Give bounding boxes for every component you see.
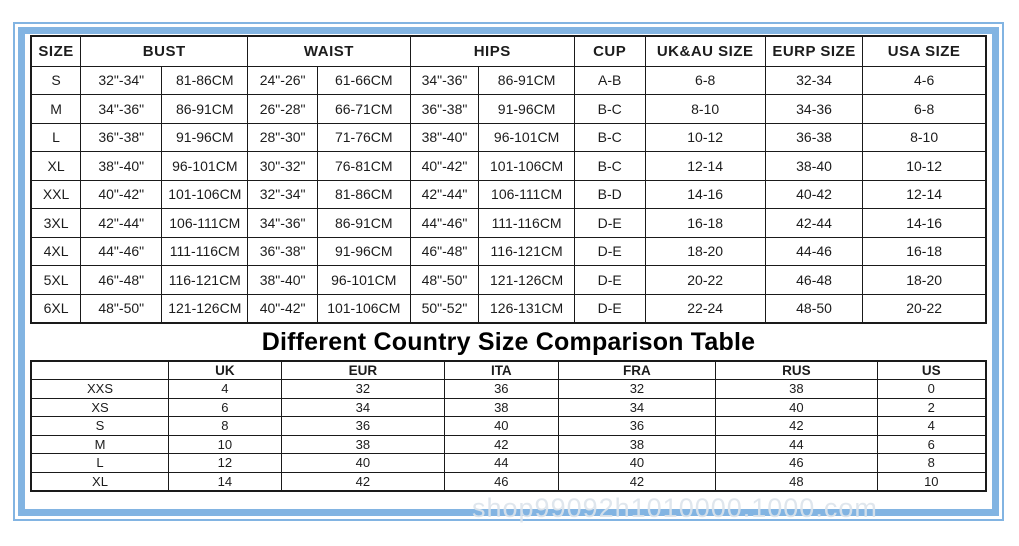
size-chart-value-cell: 42"-44" [410,180,479,209]
size-chart-value-cell: 121-126CM [162,294,248,323]
size-chart-value-cell: 91-96CM [479,95,575,124]
country-header-blank [31,361,169,380]
size-chart-value-cell: 32-34 [765,66,862,95]
size-chart-value-cell: 36-38 [765,123,862,152]
size-chart-value-cell: 6-8 [645,66,765,95]
country-table-header-row [31,361,986,380]
country-table-value-cell: 44 [445,454,559,473]
size-chart-table [30,35,987,324]
size-chart-value-cell: 32"-34" [81,66,162,95]
header-size: SIZE [31,36,81,66]
size-chart-row [31,266,986,295]
size-chart-value-cell: 44-46 [765,237,862,266]
size-chart-label-cell: M [31,95,81,124]
country-table-value-cell: 34 [558,398,716,417]
size-chart-value-cell: 10-12 [645,123,765,152]
size-chart-value-cell: 86-91CM [317,209,410,238]
size-chart-value-cell: D-E [574,266,645,295]
size-chart-value-cell: 38"-40" [410,123,479,152]
country-table-value-cell: 34 [281,398,444,417]
size-chart-value-cell: 10-12 [863,152,986,181]
country-table-value-cell: 8 [877,454,986,473]
size-chart-value-cell: 34"-36" [410,66,479,95]
size-chart-value-cell: 36"-38" [248,237,318,266]
country-table-row [31,380,986,399]
size-chart-value-cell: 14-16 [863,209,986,238]
country-table-value-cell: 42 [716,417,877,436]
size-chart-value-cell: 22-24 [645,294,765,323]
size-chart-value-cell: 40-42 [765,180,862,209]
size-chart-value-cell: 101-106CM [317,294,410,323]
size-chart-value-cell: 44"-46" [81,237,162,266]
country-table-value-cell: 44 [716,435,877,454]
size-chart-value-cell: 101-106CM [162,180,248,209]
country-table-value-cell: 40 [281,454,444,473]
size-chart-row [31,209,986,238]
size-chart-value-cell: 46-48 [765,266,862,295]
country-table-value-cell: 4 [169,380,282,399]
size-chart-value-cell: 34-36 [765,95,862,124]
size-chart-value-cell: 116-121CM [162,266,248,295]
country-header-us: US [877,361,986,380]
size-chart-value-cell: 42"-44" [81,209,162,238]
size-chart-value-cell: 8-10 [863,123,986,152]
blue-frame-outer [13,22,1004,521]
size-chart-value-cell: D-E [574,294,645,323]
country-table-value-cell: 40 [716,398,877,417]
country-table-value-cell: 14 [169,472,282,491]
size-chart-value-cell: B-C [574,123,645,152]
size-chart-value-cell: 36"-38" [410,95,479,124]
size-chart-value-cell: 106-111CM [479,180,575,209]
size-chart-value-cell: 111-116CM [479,209,575,238]
size-chart-value-cell: 44"-46" [410,209,479,238]
size-chart-value-cell: 101-106CM [479,152,575,181]
country-comparison-table [30,360,987,492]
country-table-label-cell: S [31,417,169,436]
country-table-label-cell: XS [31,398,169,417]
size-chart-value-cell: 126-131CM [479,294,575,323]
size-chart-value-cell: 48"-50" [81,294,162,323]
country-header-rus: RUS [716,361,877,380]
country-table-label-cell: M [31,435,169,454]
size-chart-value-cell: 12-14 [645,152,765,181]
country-table-value-cell: 10 [877,472,986,491]
size-chart-value-cell: 42-44 [765,209,862,238]
size-chart-value-cell: 18-20 [645,237,765,266]
size-chart-value-cell: D-E [574,237,645,266]
country-table-value-cell: 10 [169,435,282,454]
header-cup: CUP [574,36,645,66]
country-table-row [31,454,986,473]
country-table-value-cell: 12 [169,454,282,473]
size-chart-header-row [31,36,986,66]
size-chart-value-cell: 16-18 [645,209,765,238]
size-chart-label-cell: 3XL [31,209,81,238]
blue-frame-inner [18,27,999,516]
size-chart-value-cell: 86-91CM [479,66,575,95]
size-chart-value-cell: 81-86CM [317,180,410,209]
country-table-value-cell: 38 [558,435,716,454]
country-table-label-cell: XXS [31,380,169,399]
size-chart-value-cell: 81-86CM [162,66,248,95]
size-chart-value-cell: B-C [574,152,645,181]
size-chart-value-cell: 6-8 [863,95,986,124]
country-table-value-cell: 42 [281,472,444,491]
size-chart-body [31,66,986,323]
size-chart-value-cell: 86-91CM [162,95,248,124]
size-chart-value-cell: 121-126CM [479,266,575,295]
header-bust: BUST [81,36,248,66]
country-table-value-cell: 46 [716,454,877,473]
country-table-value-cell: 48 [716,472,877,491]
size-chart-value-cell: 91-96CM [162,123,248,152]
size-chart-row [31,294,986,323]
country-table-value-cell: 42 [445,435,559,454]
size-chart-value-cell: 71-76CM [317,123,410,152]
country-table-value-cell: 6 [169,398,282,417]
size-chart-value-cell: 50"-52" [410,294,479,323]
country-table-label-cell: L [31,454,169,473]
size-chart-value-cell: 111-116CM [162,237,248,266]
size-chart-label-cell: 5XL [31,266,81,295]
size-chart-value-cell: 40"-42" [248,294,318,323]
size-chart-value-cell: 32"-34" [248,180,318,209]
size-chart-value-cell: 96-101CM [317,266,410,295]
country-table-value-cell: 36 [558,417,716,436]
header-eurp-size: EURP SIZE [765,36,862,66]
header-uk-au-size: UK&AU SIZE [645,36,765,66]
size-chart-value-cell: 38-40 [765,152,862,181]
page-title: Different Country Size Comparison Table [261,327,756,356]
size-chart-label-cell: XXL [31,180,81,209]
country-table-value-cell: 38 [445,398,559,417]
size-chart-label-cell: 4XL [31,237,81,266]
size-chart-value-cell: A-B [574,66,645,95]
size-chart-value-cell: 106-111CM [162,209,248,238]
size-chart-value-cell: 36"-38" [81,123,162,152]
size-chart-value-cell: 38"-40" [248,266,318,295]
country-header-uk: UK [169,361,282,380]
size-chart-label-cell: XL [31,152,81,181]
header-usa-size: USA SIZE [863,36,986,66]
size-chart-value-cell: 96-101CM [479,123,575,152]
size-chart-value-cell: 12-14 [863,180,986,209]
size-chart-row [31,95,986,124]
size-chart-value-cell: 14-16 [645,180,765,209]
shop-watermark: shop99092h1010000.1000.com [472,493,878,523]
size-chart-value-cell: 20-22 [645,266,765,295]
size-chart-value-cell: 116-121CM [479,237,575,266]
country-table-value-cell: 32 [281,380,444,399]
size-chart-value-cell: D-E [574,209,645,238]
size-chart-value-cell: 46"-48" [410,237,479,266]
size-chart-row [31,66,986,95]
country-table-value-cell: 38 [716,380,877,399]
header-hips: HIPS [410,36,574,66]
country-table-value-cell: 2 [877,398,986,417]
size-chart-value-cell: 76-81CM [317,152,410,181]
size-chart-value-cell: 34"-36" [248,209,318,238]
size-chart-value-cell: 28"-30" [248,123,318,152]
size-chart-value-cell: 30"-32" [248,152,318,181]
country-header-eur: EUR [281,361,444,380]
size-chart-row [31,123,986,152]
country-table-row [31,472,986,491]
size-chart-value-cell: 16-18 [863,237,986,266]
country-table-value-cell: 36 [281,417,444,436]
size-chart-value-cell: 40"-42" [81,180,162,209]
size-chart-row [31,237,986,266]
country-table-value-cell: 36 [445,380,559,399]
size-chart-value-cell: 46"-48" [81,266,162,295]
country-table-value-cell: 32 [558,380,716,399]
size-chart-value-cell: B-D [574,180,645,209]
size-chart-row [31,180,986,209]
country-table-value-cell: 4 [877,417,986,436]
country-header-ita: ITA [445,361,559,380]
size-chart-value-cell: 20-22 [863,294,986,323]
country-table-body [31,380,986,491]
country-table-value-cell: 46 [445,472,559,491]
size-chart-value-cell: 48"-50" [410,266,479,295]
size-chart-value-cell: 18-20 [863,266,986,295]
size-chart-label-cell: 6XL [31,294,81,323]
country-table-value-cell: 42 [558,472,716,491]
size-chart-value-cell: 66-71CM [317,95,410,124]
country-table-value-cell: 6 [877,435,986,454]
size-chart-label-cell: L [31,123,81,152]
country-table-row [31,398,986,417]
country-header-fra: FRA [558,361,716,380]
country-table-value-cell: 38 [281,435,444,454]
size-chart-value-cell: 34"-36" [81,95,162,124]
country-table-row [31,435,986,454]
size-chart-value-cell: 38"-40" [81,152,162,181]
size-chart-value-cell: 48-50 [765,294,862,323]
country-table-label-cell: XL [31,472,169,491]
header-waist: WAIST [248,36,410,66]
country-table-value-cell: 0 [877,380,986,399]
size-chart-value-cell: 24"-26" [248,66,318,95]
size-chart-value-cell: 4-6 [863,66,986,95]
size-chart-value-cell: 91-96CM [317,237,410,266]
size-chart-value-cell: B-C [574,95,645,124]
size-chart-value-cell: 40"-42" [410,152,479,181]
country-table-value-cell: 40 [445,417,559,436]
size-chart-value-cell: 8-10 [645,95,765,124]
size-chart-label-cell: S [31,66,81,95]
size-chart-value-cell: 61-66CM [317,66,410,95]
size-chart-value-cell: 96-101CM [162,152,248,181]
size-chart-value-cell: 26"-28" [248,95,318,124]
country-table-row [31,417,986,436]
size-chart-row [31,152,986,181]
country-table-value-cell: 8 [169,417,282,436]
country-table-value-cell: 40 [558,454,716,473]
